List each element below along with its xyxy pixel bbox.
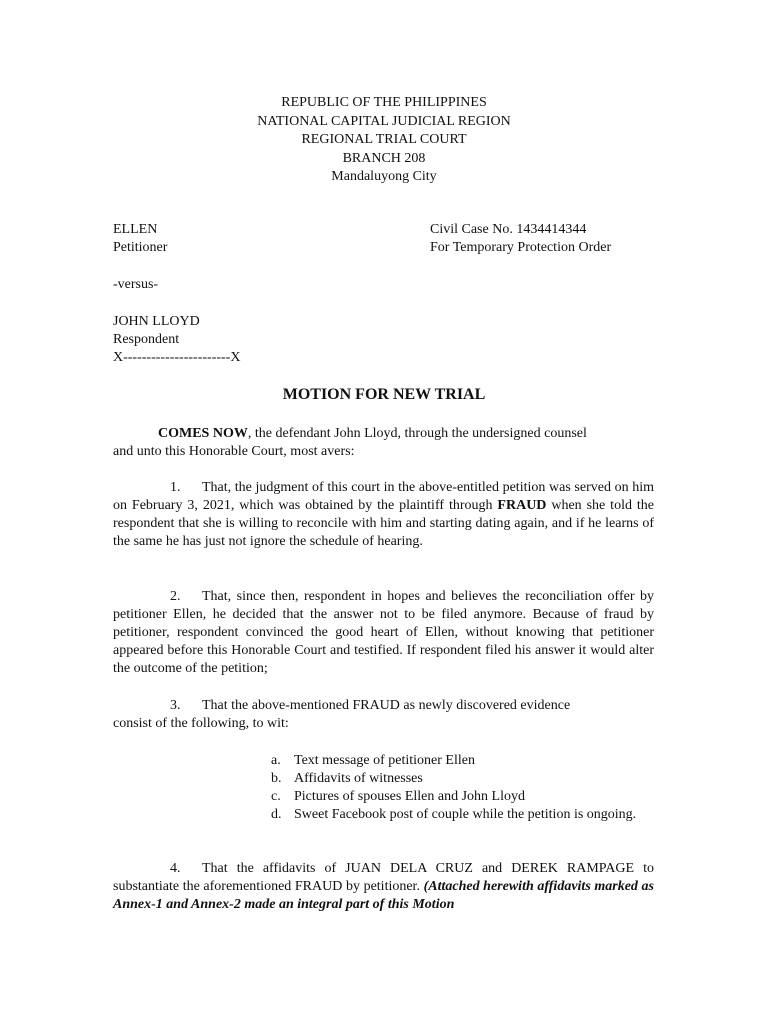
case-number: Civil Case No. 1434414344 bbox=[430, 222, 587, 237]
header-region: NATIONAL CAPITAL JUDICIAL REGION bbox=[257, 113, 511, 129]
versus-label: -versus- bbox=[113, 277, 159, 292]
list-item bbox=[271, 752, 654, 770]
list-item-letter: b. bbox=[271, 771, 282, 786]
list-item bbox=[271, 770, 654, 788]
paragraph-3 bbox=[113, 697, 654, 733]
header-republic: REPUBLIC OF THE PHILIPPINES bbox=[281, 95, 487, 110]
paragraph-1-text-b: when she told the respondent that she is willing to reconcile with him and starting dating again, and if he learns of the same he has just not ignore the schedule of hearing. bbox=[113, 498, 654, 549]
paragraph-4-text: That the affidavits of JUAN DELA CRUZ and DEREK RAMPAGE to substantiate the aforementioned FRAUD by petitioner. bbox=[113, 861, 654, 894]
respondent-name: JOHN LLOYD bbox=[113, 314, 200, 329]
intro-rest: , the defendant John Lloyd, through the undersigned counsel bbox=[247, 426, 587, 441]
court-header bbox=[0, 94, 768, 187]
list-item-letter: a. bbox=[271, 753, 281, 768]
paragraph-3-line1: That the above-mentioned FRAUD as newly discovered evidence bbox=[202, 698, 571, 713]
paragraph-4-attached: (Attached herewith affidavits marked as Annex-1 and Annex-2 made an integral part of this Motion bbox=[113, 879, 654, 912]
list-item bbox=[271, 788, 654, 806]
list-item-text: Text message of petitioner Ellen bbox=[294, 753, 475, 768]
list-item-letter: c. bbox=[271, 789, 281, 804]
document-title: MOTION FOR NEW TRIAL bbox=[282, 386, 486, 403]
intro-paragraph bbox=[113, 425, 654, 461]
paragraph-3-number: 3. bbox=[170, 698, 181, 713]
paragraph-1-fraud: FRAUD bbox=[497, 498, 547, 513]
list-item-letter: d. bbox=[271, 807, 282, 822]
paragraph-2-number: 2. bbox=[170, 589, 181, 604]
paragraph-1-number: 1. bbox=[170, 480, 181, 495]
header-branch: BRANCH 208 bbox=[342, 150, 426, 166]
caption-separator: X-----------------------X bbox=[113, 350, 241, 365]
paragraph-4 bbox=[113, 860, 654, 914]
evidence-list bbox=[271, 752, 654, 824]
paragraph-4-number: 4. bbox=[170, 861, 181, 876]
petitioner-role: Petitioner bbox=[113, 240, 168, 255]
case-info-block bbox=[430, 221, 611, 257]
petitioner-block bbox=[113, 221, 167, 257]
intro-lead: COMES NOW bbox=[158, 426, 248, 441]
paragraph-2 bbox=[113, 588, 654, 678]
header-court: REGIONAL TRIAL COURT bbox=[301, 132, 467, 147]
list-item-text: Affidavits of witnesses bbox=[294, 771, 423, 786]
case-type: For Temporary Protection Order bbox=[430, 240, 612, 255]
list-item-text: Sweet Facebook post of couple while the petition is ongoing. bbox=[294, 807, 637, 822]
list-item bbox=[271, 806, 654, 824]
petitioner-name: ELLEN bbox=[113, 222, 158, 237]
paragraph-2-text: That, since then, respondent in hopes and believes the reconciliation offer by petitioner Ellen, he decided that the answer not to be filed anymore. Because of fraud by petitioner, respondent convinced the good heart of Ellen, without knowing that petitioner appeared before this Honorable Court and testified. If respondent filed his answer it would alter the outcome of the petition; bbox=[113, 589, 654, 676]
list-item-text: Pictures of spouses Ellen and John Lloyd bbox=[294, 789, 525, 804]
paragraph-3-line2: consist of the following, to wit: bbox=[113, 716, 289, 731]
header-city: Mandaluyong City bbox=[331, 169, 437, 184]
respondent-block bbox=[113, 313, 240, 367]
paragraph-1 bbox=[113, 479, 654, 551]
paragraph-1-text-a: That, the judgment of this court in the above-entitled petition was served on him on February 3, 2021, which was obtained by the plaintiff through bbox=[113, 480, 654, 513]
intro-line2: and unto this Honorable Court, most avers: bbox=[113, 444, 355, 459]
respondent-role: Respondent bbox=[113, 332, 180, 347]
